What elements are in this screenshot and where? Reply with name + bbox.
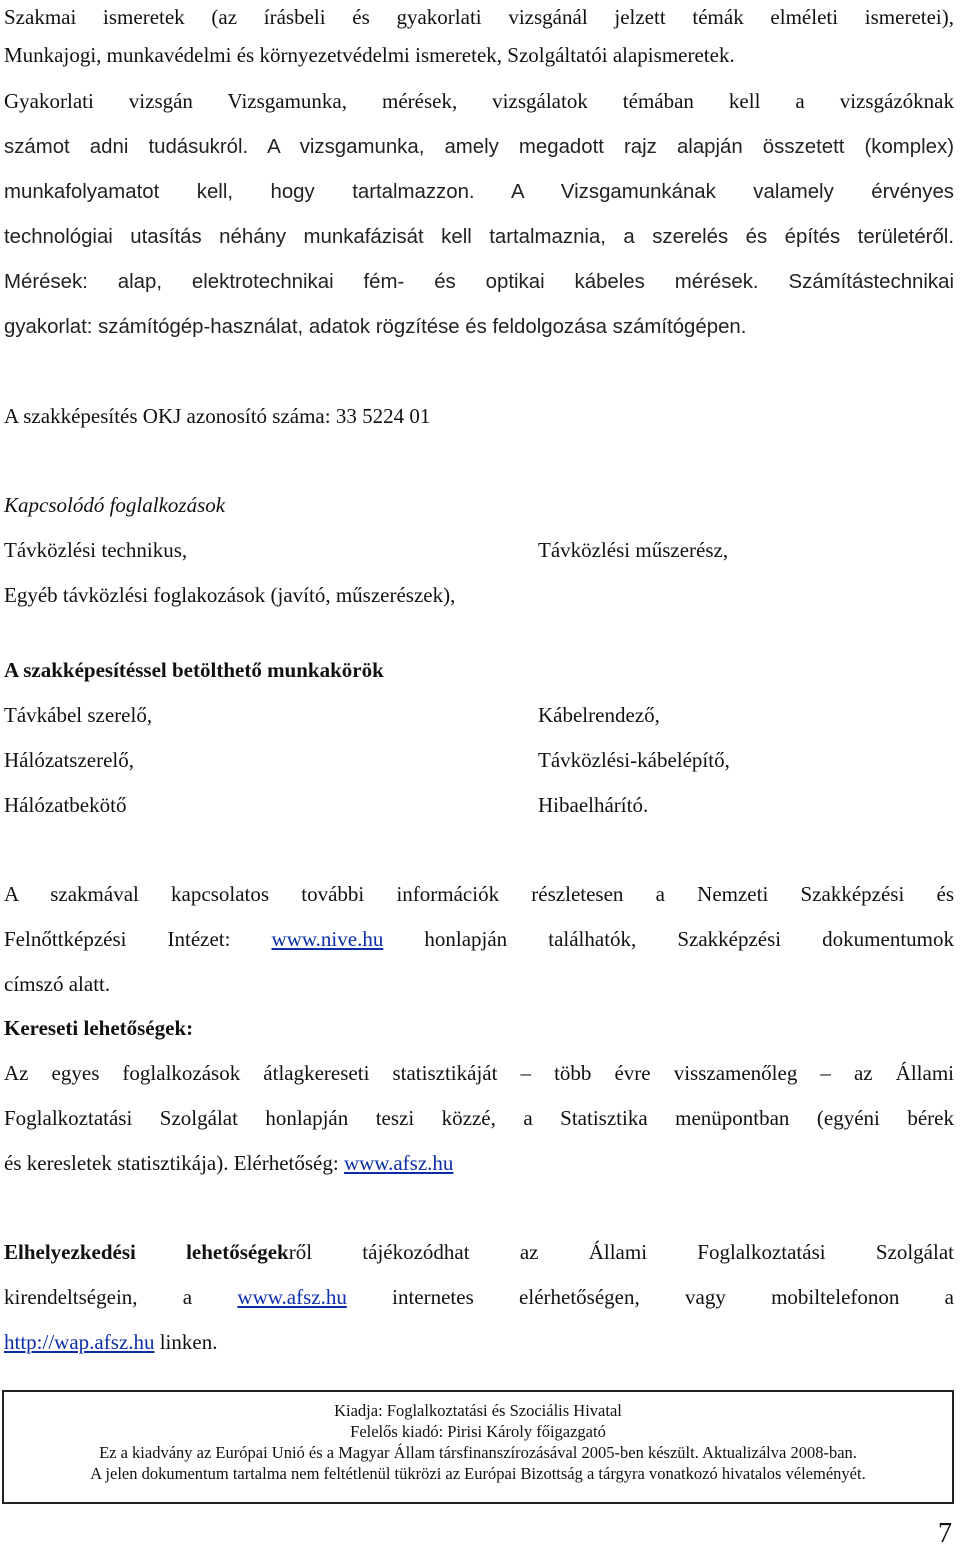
related-item-2: Távközlési műszerész,	[538, 538, 729, 562]
job-left-1: Távkábel szerelő,	[4, 703, 153, 727]
page-number: 7	[938, 1518, 952, 1549]
earnings-line-2: Foglalkoztatási Szolgálat honlapján teszi közzé, a Statisztika menüpontban (egyéni bérek	[4, 1106, 954, 1130]
job-right-1: Kábelrendező,	[538, 703, 660, 727]
related-heading: Kapcsolódó foglalkozások	[4, 493, 226, 517]
okj-number: A szakképesítés OKJ azonosító száma: 33 5224 01	[4, 404, 431, 428]
publisher-box	[2, 1390, 954, 1504]
earnings-line-3-pre: és keresletek statisztikája). Elérhetőség:	[4, 1151, 344, 1175]
related-item-3: Egyéb távközlési foglakozások (javító, műszerészek),	[4, 583, 456, 607]
exam-line-4	[4, 131, 954, 162]
placement-line-1-rest: ről tájékozódhat az Állami Foglalkoztatási Szolgálat	[288, 1240, 954, 1264]
exam-line-3: Gyakorlati vizsgán Vizsgamunka, mérések, vizsgálatok témában kell a vizsgázóknak	[4, 89, 954, 113]
publisher-line-3: Ez a kiadvány az Európai Unió és a Magyar Állam társfinanszírozásával 2005-ben készült. Aktualizálva 2008-ban.	[99, 1443, 857, 1462]
job-right-2: Távközlési-kábelépítő,	[538, 748, 730, 772]
info-line-1: A szakmával kapcsolatos további információk részletesen a Nemzeti Szakképzési és	[4, 882, 954, 906]
info-line-2	[4, 924, 954, 954]
placement-line-2-post: internetes elérhetőségen, vagy mobiltelefonon a	[346, 1285, 954, 1309]
job-left-3: Hálózatbekötő	[4, 793, 127, 817]
info-line-2-pre: Felnőttképzési Intézet:	[4, 927, 272, 951]
placement-bold: Elhelyezkedési lehetőségek	[4, 1240, 289, 1264]
exam-line-6-text: technológiai utasítás néhány munkafázisát kell tartalmaznia, a szerelés és építés területéről.	[4, 226, 954, 248]
placement-line-2-pre: kirendeltségein, a	[4, 1285, 238, 1309]
placement-line-2	[4, 1282, 954, 1312]
info-line-2-post: honlapján találhatók, Szakképzési dokumentumok	[383, 927, 954, 951]
exam-line-6	[4, 221, 954, 252]
publisher-line-4: A jelen dokumentum tartalma nem feltétlenül tükrözi az Európai Bizottság a tárgyra vonatkozó hivatalos véleményét.	[90, 1464, 866, 1483]
placement-line-1	[4, 1237, 954, 1267]
placement-line-3-post: linken.	[154, 1330, 218, 1354]
exam-line-4-text: számot adni tudásukról. A vizsgamunka, amely megadott rajz alapján összetett (komplex)	[4, 136, 954, 158]
exam-line-2: Munkajogi, munkavédelmi és környezetvédelmi ismeretek, Szolgáltatói alapismeretek.	[4, 43, 735, 67]
exam-line-7-text: Mérések: alap, elektrotechnikai fém- és optikai kábeles mérések. Számítástechnikai	[4, 271, 954, 293]
publisher-line-2: Felelős kiadó: Pirisi Károly főigazgató	[350, 1422, 606, 1441]
placement-line-3	[4, 1327, 217, 1357]
earnings-heading: Kereseti lehetőségek:	[4, 1016, 194, 1040]
earnings-line-1: Az egyes foglalkozások átlagkereseti statisztikáját – több évre visszamenőleg – az Állami	[4, 1061, 954, 1085]
wap-afsz-link[interactable]: http://wap.afsz.hu	[4, 1330, 155, 1354]
info-line-3: címszó alatt.	[4, 972, 111, 996]
exam-line-5	[4, 176, 954, 207]
exam-line-8	[4, 311, 746, 342]
exam-line-7	[4, 266, 954, 297]
job-left-2: Hálózatszerelő,	[4, 748, 135, 772]
publisher-line-1: Kiadja: Foglalkoztatási és Szociális Hivatal	[334, 1401, 622, 1420]
afsz-link-1[interactable]: www.afsz.hu	[343, 1151, 454, 1175]
related-item-1: Távközlési technikus,	[4, 538, 188, 562]
exam-line-1: Szakmai ismeretek (az írásbeli és gyakorlati vizsgánál jelzett témák elméleti ismeretei),	[4, 5, 954, 29]
jobs-heading: A szakképesítéssel betölthető munkakörök	[4, 658, 384, 682]
nive-link[interactable]: www.nive.hu	[271, 927, 384, 951]
earnings-line-3	[4, 1148, 453, 1178]
exam-line-5-text: munkafolyamatot kell, hogy tartalmazzon. A Vizsgamunkának valamely érvényes	[4, 181, 954, 203]
afsz-link-2[interactable]: www.afsz.hu	[237, 1285, 347, 1309]
job-right-3: Hibaelhárító.	[538, 793, 649, 817]
exam-line-8-text: gyakorlat: számítógép-használat, adatok rögzítése és feldolgozása számítógépen.	[4, 316, 747, 338]
